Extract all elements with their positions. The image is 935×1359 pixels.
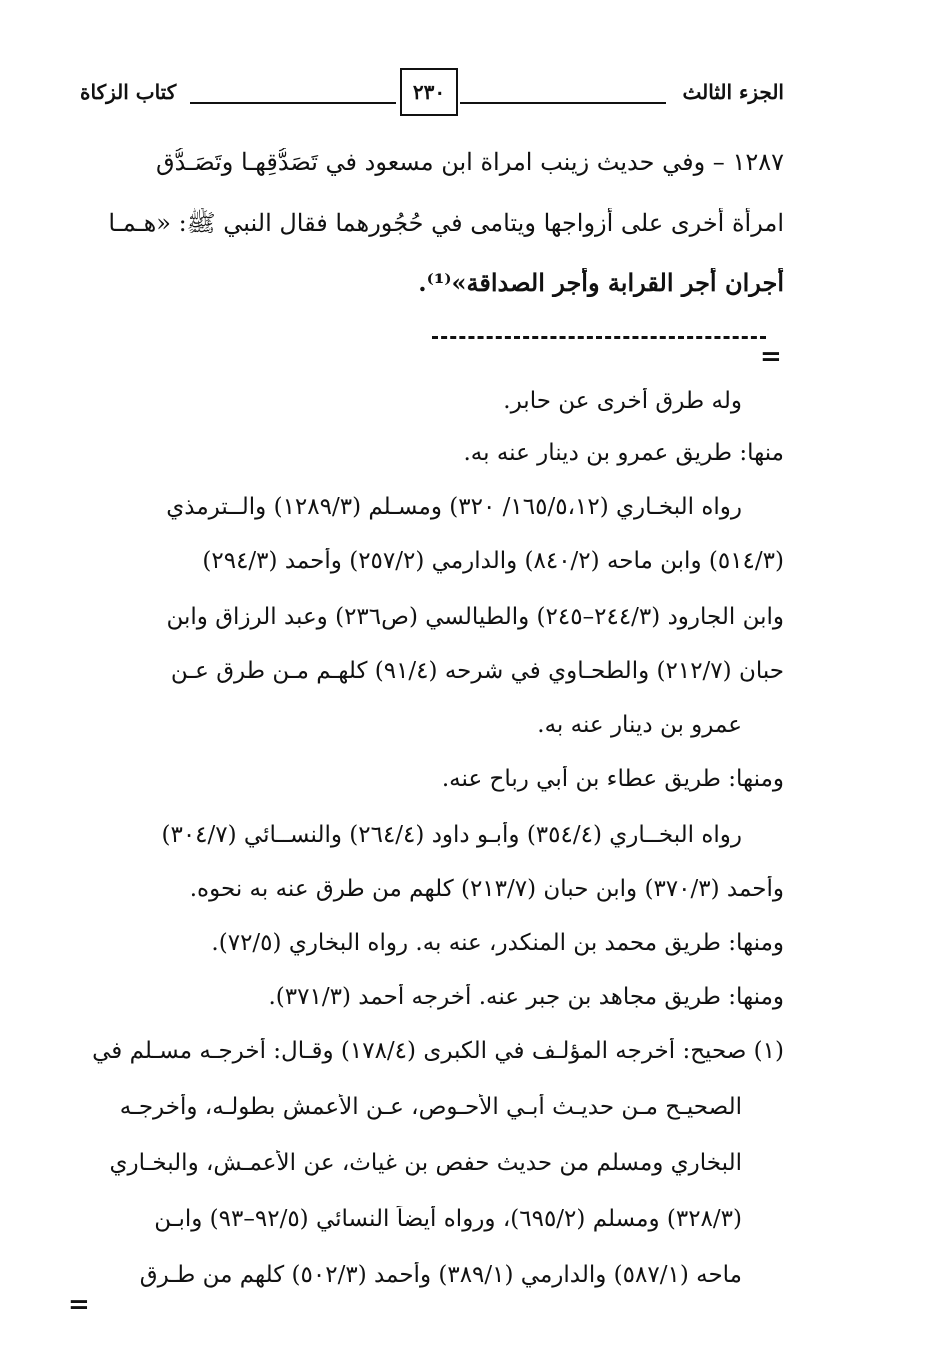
hadith-line: امرأة أخرى على أزواجها ويتامى في حُجُورهما فقال النبي ﷺ: «هـمـا <box>108 209 784 237</box>
takhrij-line: ومنها: طريق مجاهد بن جبر عنه. أخرجه أحمد (٣٧١/٣). <box>268 984 784 1010</box>
header-rule-left <box>190 102 396 104</box>
continuation-mark-bottom: = <box>68 1290 90 1320</box>
footnote-line: الصحيـح مـن حديـث أبـي الأحـوص، عـن الأعمش بطولـه، وأخرجـه <box>119 1094 742 1120</box>
takhrij-line: وابن الجارود (٢٤٤/٣–٢٤٥) والطيالسي (ص٢٣٦) وعبد الرزاق وابن <box>166 604 784 630</box>
takhrij-line: حبان (٢١٢/٧) والطحـاوي في شرحه (٩١/٤) كلهـم مـن طرق عـن <box>170 658 784 684</box>
takhrij-line: رواه البخـاري (١٦٥/٥،١٢/ ٣٢٠) ومسـلم (١٢٨٩/٣) والــترمذي <box>166 494 742 520</box>
header-book-title: كتاب الزكاة <box>80 80 177 104</box>
hadith-line: أجران أجر القرابة وأجر الصداقة»⁽¹⁾. <box>418 268 784 297</box>
running-header <box>72 68 784 120</box>
takhrij-line: (٥١٤/٣) وابن ماحه (٨٤٠/٢) والدارمي (٢٥٧/٢) وأحمد (٢٩٤/٣) <box>202 548 784 574</box>
takhrij-line: عمرو بن دينار عنه به. <box>537 712 742 738</box>
continuation-mark: = <box>760 342 782 372</box>
takhrij-line: وله طرق أخرى عن حابر. <box>503 388 742 414</box>
page-number-box <box>400 68 458 116</box>
takhrij-line: ومنها: طريق عطاء بن أبي رباح عنه. <box>441 766 784 792</box>
hadith-line: ١٢٨٧ – وفي حديث زينب امراة ابن مسعود في تَصَدُّقِهـا وتَصَـدُّق <box>155 148 784 176</box>
takhrij-line: ومنها: طريق محمد بن المنكدر، عنه به. رواه البخاري (٧٢/٥). <box>211 930 784 956</box>
takhrij-line: منها: طريق عمرو بن دينار عنه به. <box>463 440 784 466</box>
footnote-line: (٣٢٨/٣) ومسلم (٦٩٥/٢)، ورواه أيضاً النسائي (٩٢/٥–٩٣) وابـن <box>154 1206 742 1232</box>
header-rule-right <box>460 102 666 104</box>
footnote-line: (١) صحيح: أخرجه المؤلـف في الكبرى (١٧٨/٤) وقـال: أخرجـه مسـلم في <box>92 1038 784 1064</box>
footnote-line: البخاري ومسلم من حديث حفص بن غياث، عن الأعمـش، والبخـاري <box>109 1150 742 1176</box>
footnote-separator <box>432 336 766 339</box>
takhrij-line: وأحمد (٣٧٠/٣) وابن حبان (٢١٣/٧) كلهم من طرق عنه به نحوه. <box>189 876 784 902</box>
takhrij-line: رواه البخــاري (٣٥٤/٤) وأبـو داود (٢٦٤/٤) والنســائي (٣٠٤/٧) <box>161 822 742 848</box>
header-part-title: الجزء الثالث <box>682 80 784 104</box>
page-number: ٢٣٠ <box>412 80 446 104</box>
footnote-line: ماحه (٥٨٧/١) والدارمي (٣٨٩/١) وأحمد (٥٠٢/٣) كلهم من طـرق <box>139 1262 742 1288</box>
